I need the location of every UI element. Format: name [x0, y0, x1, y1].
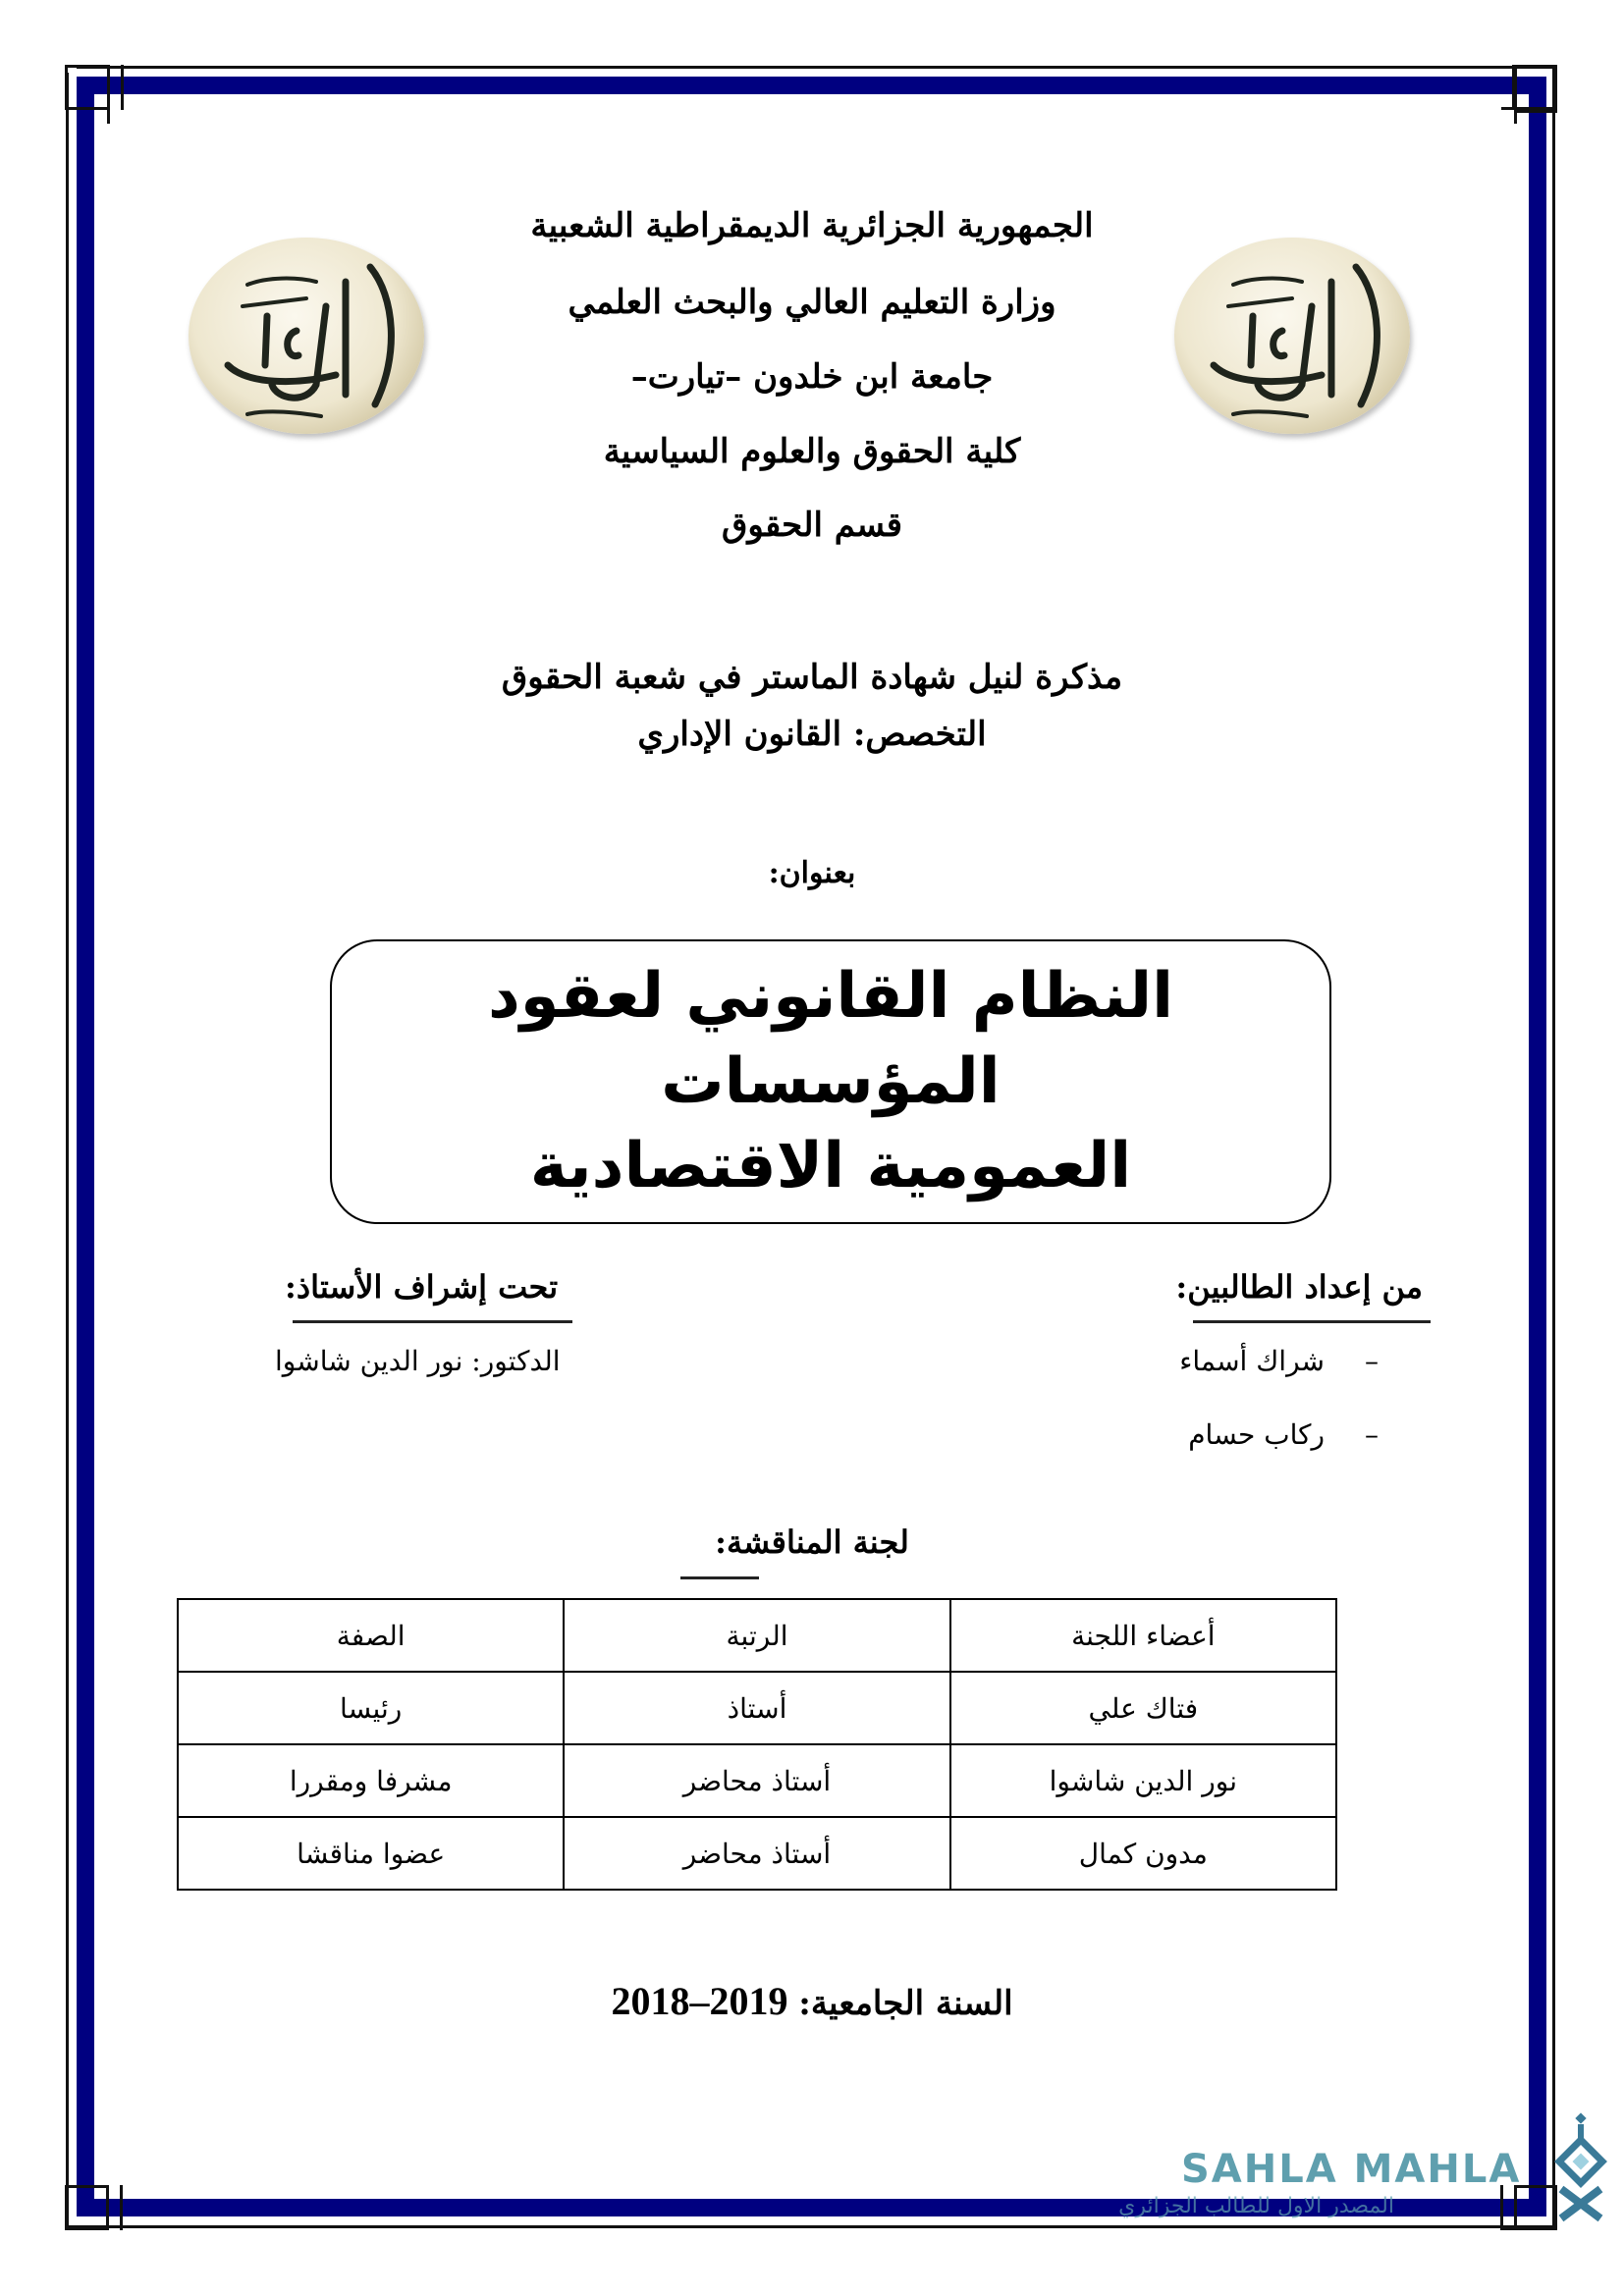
watermark-logo-icon [1551, 2110, 1610, 2228]
students-heading-underline [1193, 1320, 1431, 1323]
title-label: بعنوان: [768, 856, 856, 890]
member-name: مدون كمال [950, 1817, 1336, 1890]
watermark-tagline: المصدر الاول للطالب الجزائري [1118, 2194, 1394, 2218]
university-logo-left [189, 238, 424, 434]
column-header-role: الصفة [178, 1599, 564, 1672]
thesis-title-box [330, 939, 1331, 1224]
committee-table [177, 1598, 1337, 1891]
academic-year-value: 2018–2019 [611, 1979, 788, 2023]
student-1-name: شراك أسماء [1179, 1345, 1325, 1377]
thesis-title-line-1: النظام القانوني لعقود المؤسسات [487, 960, 1174, 1118]
member-role: مشرفا ومقررا [178, 1744, 564, 1817]
calligraphy-emblem-icon [189, 238, 424, 434]
member-role: رئيسا [178, 1672, 564, 1744]
department-name: قسم الحقوق [722, 506, 902, 545]
university-logo-right [1174, 238, 1410, 434]
committee-header-row [178, 1599, 1336, 1672]
member-role: عضوا مناقشا [178, 1817, 564, 1890]
supervisor-name: الدكتور: نور الدين شاشوا [275, 1345, 561, 1377]
member-rank: أستاذ [564, 1672, 949, 1744]
academic-year [0, 1978, 1624, 2024]
thesis-specialty: التخصص: القانون الإداري [637, 715, 987, 754]
member-name: فتاك علي [950, 1672, 1336, 1744]
university-name: جامعة ابن خلدون –تيارت– [630, 357, 994, 397]
student-1-bullet: – [1365, 1345, 1379, 1377]
republic-name: الجمهورية الجزائرية الديمقراطية الشعبية [530, 206, 1094, 245]
ministry-name: وزارة التعليم العالي والبحث العلمي [568, 283, 1056, 322]
member-rank: أستاذ محاضر [564, 1817, 949, 1890]
column-header-rank: الرتبة [564, 1599, 949, 1672]
column-header-members: أعضاء اللجنة [950, 1599, 1336, 1672]
supervisor-heading: تحت إشراف الأستاذ: [285, 1268, 559, 1306]
table-row [178, 1672, 1336, 1744]
table-row [178, 1817, 1336, 1890]
committee-heading-underline [680, 1576, 759, 1579]
committee-heading: لجنة المناقشة: [715, 1523, 909, 1561]
thesis-purpose: مذكرة لنيل شهادة الماستر في شعبة الحقوق [501, 658, 1123, 697]
academic-year-label: السنة الجامعية: [798, 1984, 1013, 2023]
member-name: نور الدين شاشوا [950, 1744, 1336, 1817]
thesis-title-line-2: العمومية الاقتصادية [529, 1130, 1132, 1203]
member-rank: أستاذ محاضر [564, 1744, 949, 1817]
table-row [178, 1744, 1336, 1817]
calligraphy-emblem-icon [1174, 238, 1410, 434]
students-heading: من إعداد الطالبين: [1175, 1268, 1423, 1306]
student-2-bullet: – [1365, 1418, 1379, 1451]
supervisor-heading-underline [293, 1320, 572, 1323]
watermark-brand: SAHLA MAHLA [1181, 2147, 1522, 2192]
student-2-name: ركاب حسام [1188, 1418, 1325, 1451]
faculty-name: كلية الحقوق والعلوم السياسية [603, 432, 1021, 471]
